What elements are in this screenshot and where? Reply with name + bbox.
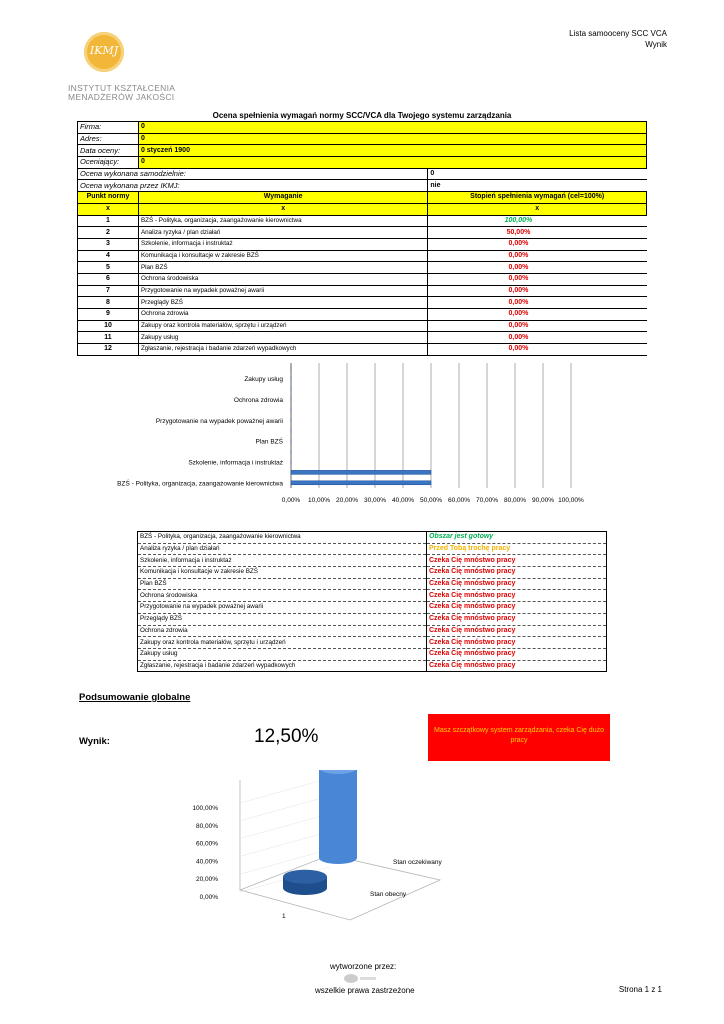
x-tick-label: 90,00% xyxy=(531,497,555,504)
assessment-requirement: Plan BZŚ xyxy=(138,578,427,590)
logo-mark-text: IKMJ xyxy=(89,44,119,57)
compliance-bar-chart xyxy=(80,355,600,510)
category-label: Zakupy usług xyxy=(244,376,283,384)
requirement-name: Ochrona środowiska xyxy=(138,273,427,285)
assessment-status: Czeka Cię mnóstwo pracy xyxy=(427,578,607,590)
created-by-label: wytworzone przez: xyxy=(330,962,397,971)
header-title: Lista samooceny SCC VCA xyxy=(569,29,667,38)
table-row xyxy=(78,238,647,250)
oceniajacy-value: 0 xyxy=(138,157,646,169)
category-label: Przygotowanie na wypadek poważnej awarii xyxy=(155,417,283,425)
firma-label: Firma: xyxy=(78,122,139,134)
table-row xyxy=(78,309,647,321)
requirement-name: Plan BZŚ xyxy=(138,262,427,274)
series-label: Stan oczekiwany xyxy=(393,859,442,866)
assessment-table xyxy=(137,531,607,672)
assessment-requirement: Przygotowanie na wypadek poważnej awarii xyxy=(138,602,427,614)
x-tick-label: 30,00% xyxy=(363,497,387,504)
table-row xyxy=(78,344,647,356)
header-subtitle: Wynik xyxy=(645,40,667,49)
category-label: Plan BZŚ xyxy=(255,438,283,446)
assessment-row xyxy=(138,660,607,672)
x-cell: x xyxy=(78,203,139,215)
y-tick-label: 100,00% xyxy=(192,805,218,812)
assessment-requirement: Komunikacja i konsultacje w zakresie BZŚ xyxy=(138,567,427,579)
cylinder-top xyxy=(283,870,327,884)
table-row xyxy=(78,227,647,239)
assessment-requirement: BZŚ - Polityka, organizacja, zaangażowanie kierownictwa xyxy=(138,532,427,544)
assessment-row xyxy=(138,637,607,649)
table-row xyxy=(78,262,647,274)
y-tick-label: 80,00% xyxy=(195,822,218,830)
category-label: 1 xyxy=(282,913,286,920)
global-result-chart xyxy=(180,770,480,930)
x-tick-label: 40,00% xyxy=(391,497,415,504)
assessment-status: Czeka Cię mnóstwo pracy xyxy=(427,648,607,660)
x-tick-label: 20,00% xyxy=(335,497,359,504)
compliance-percent: 0,00% xyxy=(428,262,609,274)
summary-heading: Podsumowanie globalne xyxy=(79,692,191,703)
cylinder-bar xyxy=(283,870,327,895)
assessment-status: Czeka Cię mnóstwo pracy xyxy=(427,613,607,625)
category-label: BZŚ - Polityka, organizacja, zaangażowanie kierownictwa xyxy=(117,480,283,488)
compliance-percent: 0,00% xyxy=(428,273,609,285)
column-header: Punkt normy xyxy=(78,192,139,204)
assessment-requirement: Zakupy oraz kontrola materiałów, sprzętu i urządzeń xyxy=(138,637,427,649)
compliance-percent: 0,00% xyxy=(428,238,609,250)
assessment-status: Czeka Cię mnóstwo pracy xyxy=(427,567,607,579)
assessment-requirement: Zgłaszanie, rejestracja i badanie zdarzeń wypadkowych xyxy=(138,660,427,672)
footer-logo-bar xyxy=(360,977,376,980)
logo-line-2: MENADŻERÓW JAKOŚCI xyxy=(68,92,175,102)
cylinder-body xyxy=(319,770,357,864)
y-gridline xyxy=(240,814,330,839)
ikmj-label: Ocena wykonana przez IKMJ: xyxy=(78,180,428,192)
oceniajacy-row xyxy=(78,157,647,169)
column-header: Wymaganie xyxy=(138,192,427,204)
y-gridline xyxy=(240,849,330,874)
oceniajacy-label: Oceniający: xyxy=(78,157,139,169)
norm-number: 12 xyxy=(78,344,139,356)
x-tick-label: 60,00% xyxy=(447,497,471,504)
assessment-status: Czeka Cię mnóstwo pracy xyxy=(427,602,607,614)
logo-mark xyxy=(84,32,124,72)
samodzielnie-row xyxy=(78,168,647,180)
x-tick-label: 50,00% xyxy=(419,497,443,504)
cylinder-bar xyxy=(319,770,357,864)
ikmj-value: nie xyxy=(428,180,647,192)
compliance-percent: 0,00% xyxy=(428,250,609,262)
compliance-percent: 0,00% xyxy=(428,332,609,344)
requirement-name: Przeglądy BZŚ xyxy=(138,297,427,309)
result-message: Masz szczątkowy system zarządzania, czeka Cię dużo pracy xyxy=(428,714,610,761)
compliance-percent: 0,00% xyxy=(428,320,609,332)
assessment-row xyxy=(138,543,607,555)
bar xyxy=(291,470,431,474)
norm-number: 5 xyxy=(78,262,139,274)
assessment-requirement: Szkolenie, informacja i instruktaż xyxy=(138,555,427,567)
data-value: 0 styczeń 1900 xyxy=(138,145,646,157)
assessment-status: Obszar jest gotowy xyxy=(427,532,607,544)
logo-line-1: INSTYTUT KSZTAŁCENIA xyxy=(68,83,176,93)
norm-number: 2 xyxy=(78,227,139,239)
assessment-status: Czeka Cię mnóstwo pracy xyxy=(427,637,607,649)
adres-row xyxy=(78,133,647,145)
series-label: Stan obecny xyxy=(370,891,407,898)
y-tick-label: 60,00% xyxy=(195,840,218,848)
table-row xyxy=(78,215,647,227)
compliance-percent: 0,00% xyxy=(428,309,609,321)
x-tick-label: 100,00% xyxy=(558,497,584,504)
table-row xyxy=(78,250,647,262)
assessment-row xyxy=(138,590,607,602)
x-tick-label: 70,00% xyxy=(475,497,499,504)
y-gridline xyxy=(240,778,330,803)
assessment-row xyxy=(138,567,607,579)
compliance-percent: 0,00% xyxy=(428,344,609,356)
y-tick-label: 0,00% xyxy=(199,894,218,901)
compliance-percent: 0,00% xyxy=(428,285,609,297)
assessment-status: Przed Tobą trochę pracy xyxy=(427,543,607,555)
assessment-row xyxy=(138,613,607,625)
x-row xyxy=(78,203,647,215)
firma-row xyxy=(78,122,647,134)
assessment-row xyxy=(138,555,607,567)
compliance-percent: 50,00% xyxy=(428,227,609,239)
data-label: Data oceny: xyxy=(78,145,139,157)
adres-value: 0 xyxy=(138,133,646,145)
requirement-name: BZŚ - Polityka, organizacja, zaangażowanie kierownictwa xyxy=(138,215,427,227)
requirement-name: Szkolenie, informacja i instruktaż xyxy=(138,238,427,250)
x-tick-label: 80,00% xyxy=(503,497,527,504)
assessment-status: Czeka Cię mnóstwo pracy xyxy=(427,660,607,672)
norm-number: 6 xyxy=(78,273,139,285)
category-label: Ochrona zdrowia xyxy=(233,396,283,404)
samodzielnie-label: Ocena wykonana samodzielnie: xyxy=(78,168,428,180)
assessment-requirement: Analiza ryzyka / plan działań xyxy=(138,543,427,555)
ikmj-row xyxy=(78,180,647,192)
norm-number: 7 xyxy=(78,285,139,297)
assessment-row xyxy=(138,578,607,590)
category-label: Szkolenie, informacja i instruktaż xyxy=(188,459,283,467)
norm-number: 3 xyxy=(78,238,139,250)
y-tick-label: 40,00% xyxy=(195,858,218,866)
assessment-row xyxy=(138,648,607,660)
rights-text: wszelkie prawa zastrzeżone xyxy=(315,986,415,995)
column-header: Stopień spełnienia wymagań (cel=100%) xyxy=(428,192,647,204)
firma-value: 0 xyxy=(138,122,646,134)
assessment-requirement: Zakupy usług xyxy=(138,648,427,660)
x-tick-label: 10,00% xyxy=(307,497,331,504)
document-header xyxy=(569,28,667,50)
adres-label: Adres: xyxy=(78,133,139,145)
assessment-requirement: Przeglądy BZŚ xyxy=(138,613,427,625)
x-cell: x xyxy=(428,203,647,215)
result-value: 12,50% xyxy=(254,726,319,747)
requirement-name: Zakupy usług xyxy=(138,332,427,344)
bar xyxy=(291,481,431,485)
logo-text xyxy=(68,84,175,102)
table-row xyxy=(78,285,647,297)
compliance-percent: 0,00% xyxy=(428,297,609,309)
assessment-status: Czeka Cię mnóstwo pracy xyxy=(427,625,607,637)
table-header-row xyxy=(78,192,647,204)
samodzielnie-value: 0 xyxy=(428,168,647,180)
assessment-requirement: Ochrona środowiska xyxy=(138,590,427,602)
table-row xyxy=(78,297,647,309)
assessment-status: Czeka Cię mnóstwo pracy xyxy=(427,590,607,602)
requirement-name: Przygotowanie na wypadek poważnej awarii xyxy=(138,285,427,297)
norm-number: 10 xyxy=(78,320,139,332)
norm-number: 8 xyxy=(78,297,139,309)
assessment-row xyxy=(138,625,607,637)
page-number: Strona 1 z 1 xyxy=(618,985,662,994)
requirement-name: Komunikacja i konsultacje w zakresie BZŚ xyxy=(138,250,427,262)
table-row xyxy=(78,332,647,344)
compliance-percent: 100,00% xyxy=(428,215,609,227)
requirement-name: Ochrona zdrowia xyxy=(138,309,427,321)
x-cell: x xyxy=(138,203,427,215)
assessment-requirement: Ochrona zdrowia xyxy=(138,625,427,637)
data-row xyxy=(78,145,647,157)
requirement-name: Zakupy oraz kontrola materiałów, sprzętu i urządzeń xyxy=(138,320,427,332)
y-gridline xyxy=(240,831,330,856)
y-gridline xyxy=(240,796,330,821)
requirements-table xyxy=(77,121,647,356)
norm-number: 9 xyxy=(78,309,139,321)
norm-number: 1 xyxy=(78,215,139,227)
requirement-name: Zgłaszanie, rejestracja i badanie zdarzeń wypadkowych xyxy=(138,344,427,356)
x-tick-label: 0,00% xyxy=(281,497,301,504)
norm-number: 11 xyxy=(78,332,139,344)
assessment-row xyxy=(138,532,607,544)
norm-number: 4 xyxy=(78,250,139,262)
page-title: Ocena spełnienia wymagań normy SCC/VCA dla Twojego systemu zarządzania xyxy=(212,111,512,120)
assessment-status: Czeka Cię mnóstwo pracy xyxy=(427,555,607,567)
assessment-row xyxy=(138,602,607,614)
requirement-name: Analiza ryzyka / plan działań xyxy=(138,227,427,239)
table-row xyxy=(78,273,647,285)
table-row xyxy=(78,320,647,332)
footer-logo-icon xyxy=(344,974,358,983)
y-tick-label: 20,00% xyxy=(195,876,218,884)
result-label: Wynik: xyxy=(79,736,110,747)
